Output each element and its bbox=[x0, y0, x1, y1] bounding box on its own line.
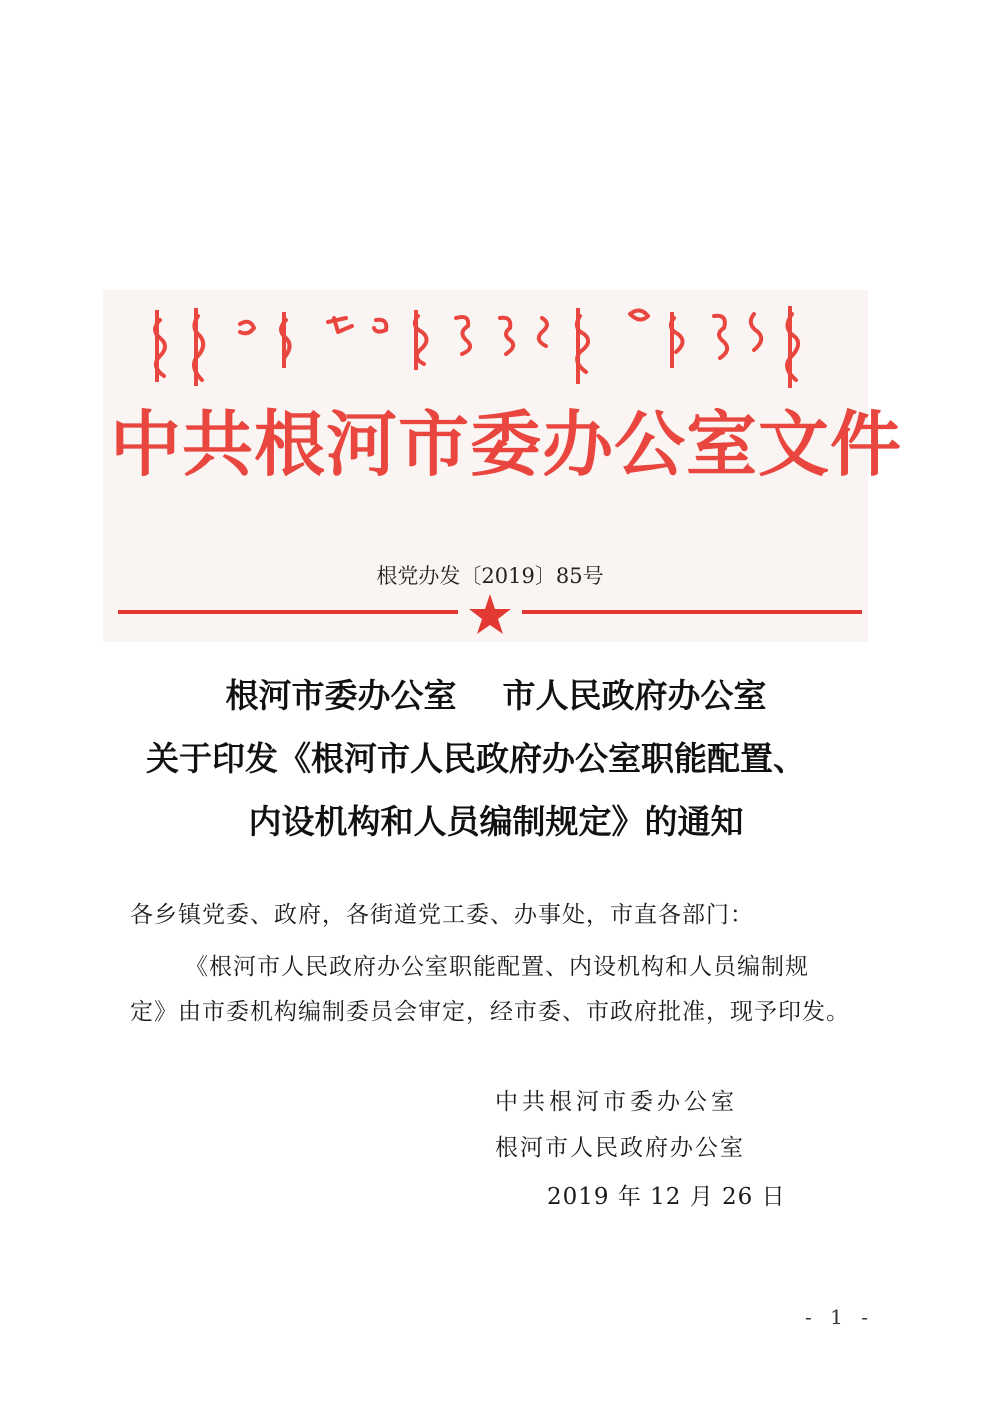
signature-org-1: 中共根河市委办公室 bbox=[495, 1089, 738, 1115]
signature-date: 2019 年 12 月 26 日 bbox=[547, 1184, 786, 1210]
red-rule-left bbox=[118, 610, 458, 614]
document-number: 根党办发〔2019〕85号 bbox=[376, 564, 604, 588]
document-org-title: 中共根河市委办公室文件 bbox=[110, 403, 903, 486]
page-number: - 1 - bbox=[805, 1305, 874, 1329]
red-star-icon bbox=[468, 592, 512, 636]
red-rule-right bbox=[522, 610, 862, 614]
signature-org-2: 根河市人民政府办公室 bbox=[495, 1135, 745, 1161]
notice-title-line-2: 关于印发《根河市人民政府办公室职能配置、 bbox=[146, 739, 806, 778]
notice-title-line-3: 内设机构和人员编制规定》的通知 bbox=[248, 802, 744, 841]
mongolian-script-heading bbox=[140, 300, 840, 392]
notice-title-line-1: 根河市委办公室 市人民政府办公室 bbox=[225, 676, 767, 715]
body-paragraph-line-1: 《根河市人民政府办公室职能配置、内设机构和人员编制规 bbox=[185, 954, 809, 980]
body-paragraph-line-2: 定》由市委机构编制委员会审定，经市委、市政府批准，现予印发。 bbox=[130, 999, 850, 1025]
addressee: 各乡镇党委、政府，各街道党工委、办事处，市直各部门： bbox=[130, 902, 754, 928]
